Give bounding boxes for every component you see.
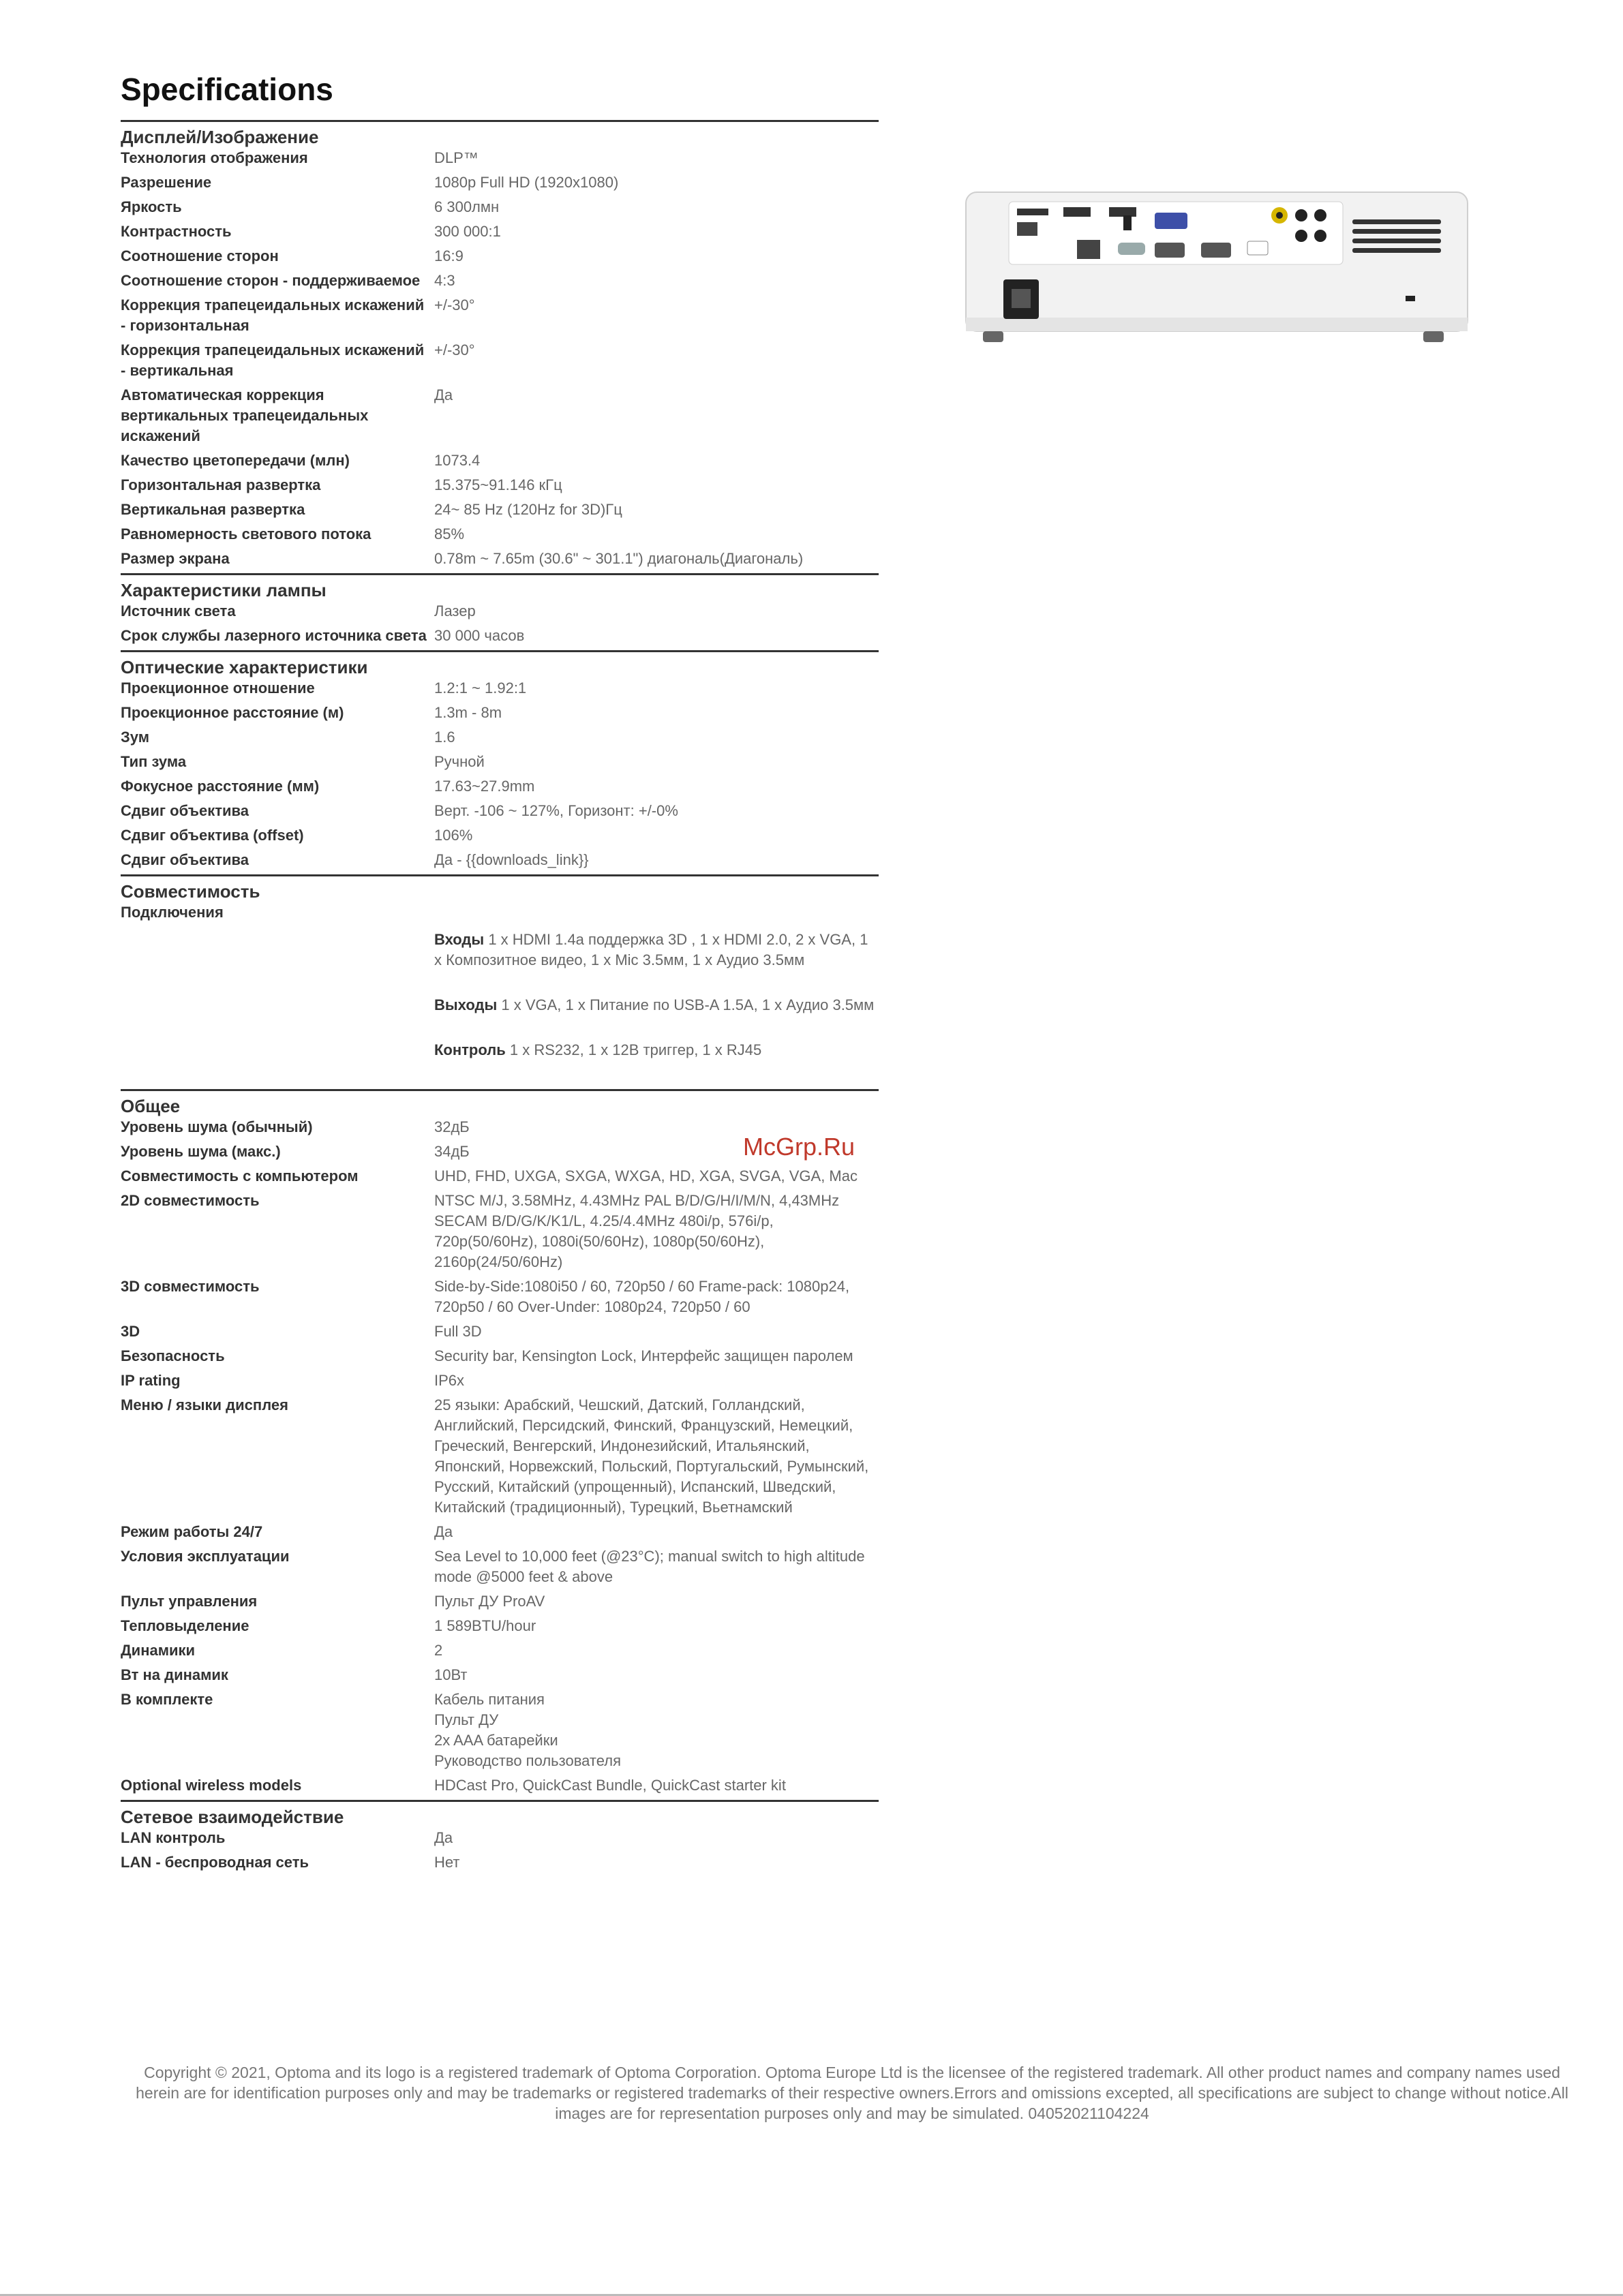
spec-row (121, 475, 879, 495)
spec-label: В комплекте (121, 1691, 213, 1708)
outputs-value: 1 x VGA, 1 x Питание по USB-A 1.5A, 1 x Аудио 3.5мм (501, 996, 875, 1013)
spec-row (121, 703, 879, 723)
spec-value: 106% (434, 827, 473, 844)
spec-value: Sea Level to 10,000 feet (@23°C); manual switch to high altitude mode @5000 feet & above (434, 1548, 865, 1585)
spec-value: 4:3 (434, 272, 455, 289)
spec-row (121, 1191, 879, 1272)
spec-value: Верт. -106 ~ 127%, Горизонт: +/-0% (434, 802, 678, 819)
spec-label: Равномерность светового потока (121, 525, 371, 542)
spec-row (121, 902, 879, 1085)
spec-label: Вт на динамик (121, 1666, 228, 1683)
spec-label: Контрастность (121, 223, 232, 240)
spec-label: Качество цветопередачи (млн) (121, 452, 350, 469)
spec-label: Сдвиг объектива (121, 851, 249, 868)
spec-value: 10Вт (434, 1666, 468, 1683)
spec-label: Проекционное отношение (121, 679, 315, 697)
spec-value: Пульт ДУ ProAV (434, 1593, 545, 1610)
spec-row (121, 727, 879, 748)
spec-value: Да (434, 1829, 453, 1846)
spec-label: Тип зума (121, 753, 187, 770)
spec-label: Горизонтальная развертка (121, 476, 321, 493)
spec-row (121, 246, 879, 266)
section-network (121, 1800, 879, 1873)
spec-row (121, 1616, 879, 1636)
spec-value: 0.78m ~ 7.65m (30.6" ~ 301.1") диагональ(Диагональ) (434, 550, 804, 567)
spec-label: Условия эксплуатации (121, 1548, 290, 1565)
spec-value: +/-30° (434, 341, 475, 358)
spec-value: 1080p Full HD (1920x1080) (434, 174, 619, 191)
spec-value: UHD, FHD, UXGA, SXGA, WXGA, HD, XGA, SVGA, VGA, Mac (434, 1167, 858, 1184)
spec-label: LAN - беспроводная сеть (121, 1854, 309, 1871)
spec-label: Optional wireless models (121, 1777, 302, 1794)
spec-row (121, 1166, 879, 1187)
spec-label: 3D совместимость (121, 1278, 260, 1295)
spec-row (121, 221, 879, 242)
spec-value: Да - {{downloads_link}} (434, 851, 589, 868)
spec-row (121, 1640, 879, 1661)
control-value: 1 x RS232, 1 x 12В триггер, 1 x RJ45 (509, 1041, 762, 1058)
spec-row (121, 752, 879, 772)
spec-value: Кабель питания Пульт ДУ 2x AAA батарейки Руководство пользователя (434, 1691, 621, 1769)
section-display (121, 120, 879, 569)
spec-value: 85% (434, 525, 465, 542)
spec-label: Тепловыделение (121, 1617, 249, 1634)
spec-row (121, 1546, 879, 1587)
spec-value: Да (434, 1523, 453, 1540)
spec-label: Сдвиг объектива (offset) (121, 827, 304, 844)
spec-row (121, 271, 879, 291)
spec-value: IP6x (434, 1372, 465, 1389)
spec-row (121, 172, 879, 193)
spec-label: Автоматическая коррекция вертикальных трапецеидальных искажений (121, 386, 369, 444)
spec-label: 3D (121, 1323, 140, 1340)
section-heading: Общее (121, 1096, 181, 1116)
spec-value: 24~ 85 Hz (120Hz for 3D)Гц (434, 501, 622, 518)
outputs-label: Выходы (434, 996, 498, 1013)
spec-row (121, 295, 879, 336)
spec-label: 2D совместимость (121, 1192, 260, 1209)
spec-label: Меню / языки дисплея (121, 1396, 288, 1413)
spec-row (121, 1591, 879, 1612)
spec-row (121, 1395, 879, 1518)
projector-image (962, 188, 1471, 352)
spec-label: Зум (121, 729, 150, 746)
spec-value: 32дБ (434, 1118, 470, 1135)
spec-label: Яркость (121, 198, 182, 215)
spec-row (121, 626, 879, 646)
spec-row (121, 1371, 879, 1391)
spec-label: Проекционное расстояние (м) (121, 704, 344, 721)
spec-label: Уровень шума (макс.) (121, 1143, 281, 1160)
spec-row (121, 450, 879, 471)
spec-value: 1 589BTU/hour (434, 1617, 536, 1634)
spec-label: Фокусное расстояние (мм) (121, 778, 320, 795)
spec-value: 25 языки: Арабский, Чешский, Датский, Голландский, Английский, Персидский, Финский, Французский, Немецкий, Греческий, Венгерский, Индонезийский, Итальянский, Японский, Норвежский, Польский, Португальский, Румынский, Русский, Китайский (упрощенный), Испанский, Шведский, Китайский (традиционный), Турецкий, Вьетнамский (434, 1396, 869, 1516)
spec-row (121, 148, 879, 168)
spec-value: Нет (434, 1854, 460, 1871)
spec-table (121, 120, 879, 1877)
connections-value (434, 902, 879, 1085)
spec-row (121, 340, 879, 381)
spec-row (121, 601, 879, 622)
spec-value: Да (434, 386, 453, 403)
section-optics (121, 650, 879, 870)
spec-value: 1.6 (434, 729, 455, 746)
section-heading: Характеристики лампы (121, 580, 327, 600)
spec-label: Технология отображения (121, 149, 308, 166)
control-block (434, 1040, 879, 1060)
spec-label: Динамики (121, 1642, 196, 1659)
spec-label: Совместимость с компьютером (121, 1167, 359, 1184)
section-general (121, 1089, 879, 1796)
spec-row (121, 1346, 879, 1366)
section-heading: Оптические характеристики (121, 657, 368, 677)
watermark-text: McGrp.Ru (743, 1133, 855, 1161)
spec-value: Ручной (434, 753, 485, 770)
spec-row (121, 850, 879, 870)
spec-value: Side-by-Side:1080i50 / 60, 720p50 / 60 Frame-pack: 1080p24, 720p50 / 60 Over-Under: 1080p24, 720p50 / 60 (434, 1278, 850, 1315)
spec-label: LAN контроль (121, 1829, 226, 1846)
spec-row (121, 1522, 879, 1542)
spec-row (121, 1665, 879, 1685)
inputs-value: 1 x HDMI 1.4a поддержка 3D , 1 x HDMI 2.0, 2 x VGA, 1 x Композитное видео, 1 x Mic 3.5мм, 1 x Аудио 3.5мм (434, 931, 868, 968)
spec-value: +/-30° (434, 296, 475, 313)
spec-value: Лазер (434, 602, 476, 619)
spec-row (121, 801, 879, 821)
spec-label: Источник света (121, 602, 236, 619)
section-heading: Сетевое взаимодействие (121, 1807, 344, 1827)
spec-row (121, 549, 879, 569)
spec-label: Разрешение (121, 174, 212, 191)
spec-row (121, 385, 879, 446)
section-compatibility (121, 874, 879, 1085)
spec-label: Коррекция трапецеидальных искажений - горизонтальная (121, 296, 425, 334)
spec-value: DLP™ (434, 149, 479, 166)
spec-row (121, 197, 879, 217)
section-heading: Совместимость (121, 881, 260, 902)
section-heading: Дисплей/Изображение (121, 127, 319, 147)
spec-value: 300 000:1 (434, 223, 501, 240)
spec-row (121, 1852, 879, 1873)
spec-value: 15.375~91.146 кГц (434, 476, 562, 493)
spec-value: 1.2:1 ~ 1.92:1 (434, 679, 527, 697)
spec-value: 6 300лмн (434, 198, 500, 215)
spec-value: Security bar, Kensington Lock, Интерфейс защищен паролем (434, 1347, 853, 1364)
spec-label: Режим работы 24/7 (121, 1523, 263, 1540)
spec-value: NTSC M/J, 3.58MHz, 4.43MHz PAL B/D/G/H/I/M/N, 4,43MHz SECAM B/D/G/K/K1/L, 4.25/4.4MHz 480i/p, 576i/p, 720p(50/60Hz), 1080i(50/60Hz), 1080p(50/60Hz), 2160p(24/50/60Hz) (434, 1192, 840, 1270)
spec-value: 2 (434, 1642, 443, 1659)
spec-row (121, 1276, 879, 1317)
spec-label: Размер экрана (121, 550, 230, 567)
copyright-footer: Copyright © 2021, Optoma and its logo is a registered trademark of Optoma Corporation. Optoma Europe Ltd is the licensee of the registered trademark. All other product names and company names used herein are for identification purposes only and may be trademarks or registered trademarks of their respective owners.Errors and omissions excepted, all specifications are subject to change without notice.All images are for representation purposes only and may be simulated. 04052021104224 (136, 2064, 1568, 2122)
spec-label: Соотношение сторон (121, 247, 279, 264)
spec-value: 16:9 (434, 247, 464, 264)
spec-row (121, 1321, 879, 1342)
section-lamp (121, 573, 879, 646)
spec-row (121, 524, 879, 545)
spec-label: Сдвиг объектива (121, 802, 249, 819)
spec-label: IP rating (121, 1372, 181, 1389)
inputs-label: Входы (434, 931, 485, 948)
page-title: Specifications (121, 72, 333, 107)
spec-row (121, 776, 879, 797)
spec-value: Full 3D (434, 1323, 482, 1340)
inputs-block (434, 930, 879, 970)
spec-label: Пульт управления (121, 1593, 258, 1610)
spec-row (121, 1775, 879, 1796)
spec-row (121, 678, 879, 699)
control-label: Контроль (434, 1041, 506, 1058)
spec-value: 34дБ (434, 1143, 470, 1160)
spec-value: 17.63~27.9mm (434, 778, 535, 795)
spec-value: 1073.4 (434, 452, 481, 469)
spec-label: Подключения (121, 904, 224, 921)
spec-value: HDCast Pro, QuickCast Bundle, QuickCast starter kit (434, 1777, 786, 1794)
spec-label: Безопасность (121, 1347, 225, 1364)
outputs-block (434, 995, 879, 1015)
spec-value: 1.3m - 8m (434, 704, 502, 721)
spec-label: Коррекция трапецеидальных искажений - вертикальная (121, 341, 425, 379)
spec-label: Соотношение сторон - поддерживаемое (121, 272, 421, 289)
spec-row (121, 1689, 879, 1771)
spec-row (121, 500, 879, 520)
spec-value: 30 000 часов (434, 627, 525, 644)
spec-row (121, 825, 879, 846)
spec-row (121, 1828, 879, 1848)
spec-label: Уровень шума (обычный) (121, 1118, 313, 1135)
spec-label: Вертикальная развертка (121, 501, 305, 518)
spec-label: Срок службы лазерного источника света (121, 627, 427, 644)
